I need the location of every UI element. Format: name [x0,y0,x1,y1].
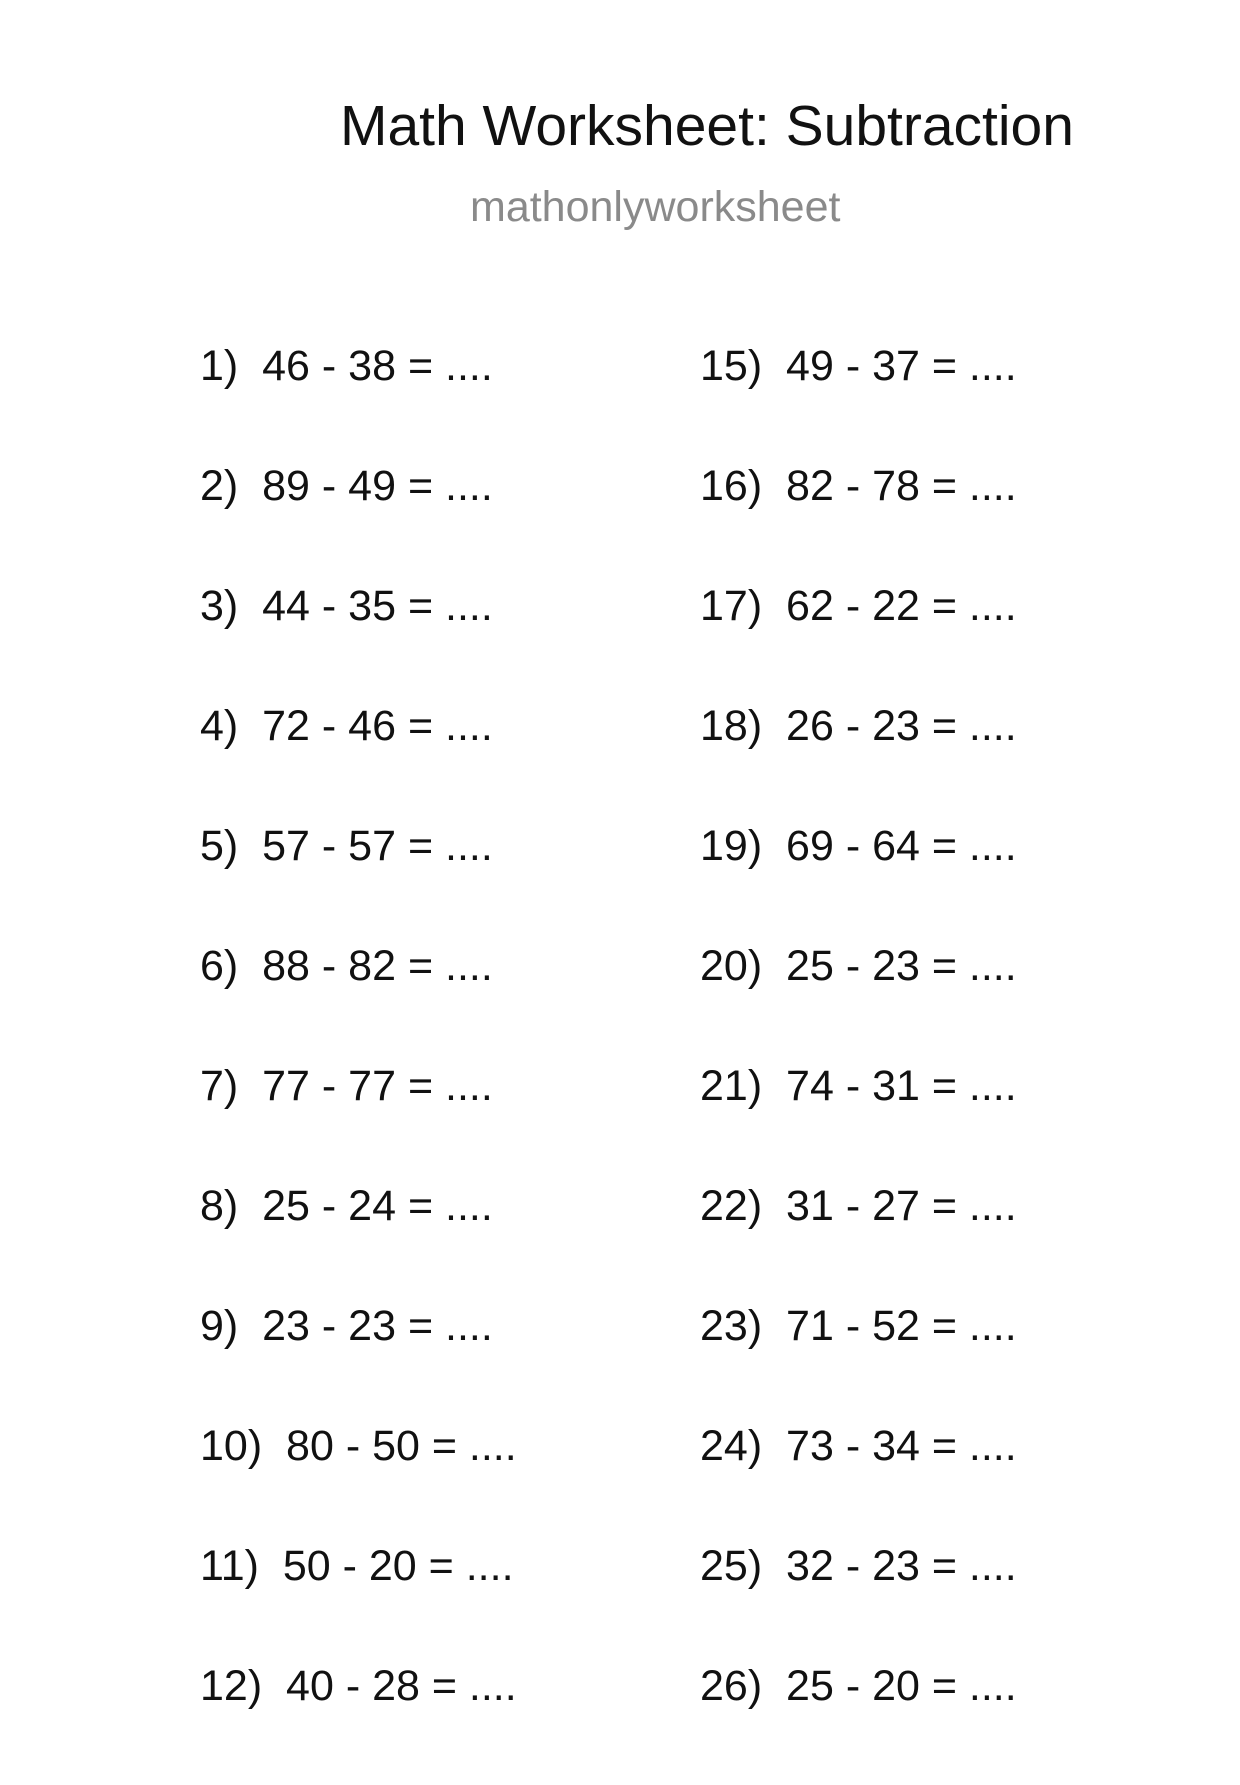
problem-26: 26) 25 - 20 = .... [700,1662,1017,1710]
problem-2: 2) 89 - 49 = .... [200,462,493,510]
problem-9: 9) 23 - 23 = .... [200,1302,493,1350]
problem-24: 24) 73 - 34 = .... [700,1422,1017,1470]
problem-3: 3) 44 - 35 = .... [200,582,493,630]
problem-column-left [200,342,517,1785]
problem-8: 8) 25 - 24 = .... [200,1182,493,1230]
problem-10: 10) 80 - 50 = .... [200,1422,517,1470]
problem-18: 18) 26 - 23 = .... [700,702,1017,750]
page-title: Math Worksheet: Subtraction [340,94,1074,158]
problem-25: 25) 32 - 23 = .... [700,1542,1017,1590]
problem-16: 16) 82 - 78 = .... [700,462,1017,510]
problem-column-right [700,342,1017,1785]
problem-4: 4) 72 - 46 = .... [200,702,493,750]
problem-19: 19) 69 - 64 = .... [700,822,1017,870]
problem-6: 6) 88 - 82 = .... [200,942,493,990]
problem-5: 5) 57 - 57 = .... [200,822,493,870]
problem-11: 11) 50 - 20 = .... [200,1542,514,1590]
problem-1: 1) 46 - 38 = .... [200,342,493,390]
problem-12: 12) 40 - 28 = .... [200,1662,517,1710]
problem-7: 7) 77 - 77 = .... [200,1062,493,1110]
problem-23: 23) 71 - 52 = .... [700,1302,1017,1350]
problem-17: 17) 62 - 22 = .... [700,582,1017,630]
page-subtitle: mathonlyworksheet [470,183,841,231]
problem-21: 21) 74 - 31 = .... [700,1062,1017,1110]
problem-15: 15) 49 - 37 = .... [700,342,1017,390]
problem-22: 22) 31 - 27 = .... [700,1182,1017,1230]
problem-20: 20) 25 - 23 = .... [700,942,1017,990]
